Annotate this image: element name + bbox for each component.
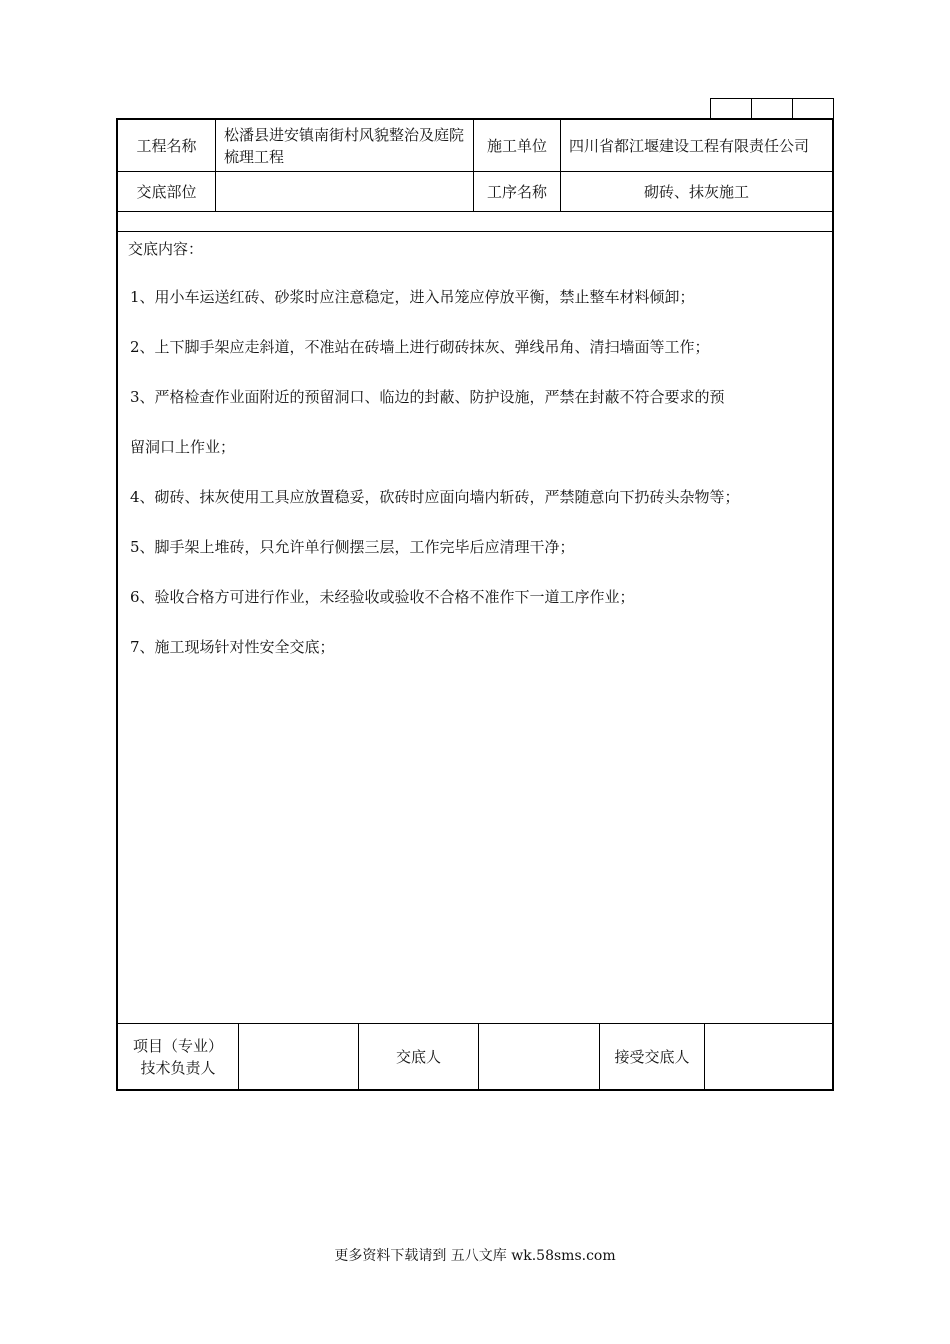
corner-box bbox=[711, 99, 751, 118]
content-item: 2、上下脚手架应走斜道，不准站在砖墙上进行砌砖抹灰、弹线吊角、清扫墙面等工作； bbox=[130, 338, 710, 356]
part-row bbox=[118, 172, 832, 212]
content-item: 1、用小车运送红砖、砂浆时应注意稳定，进入吊笼应停放平衡，禁止整车材料倾卸； bbox=[130, 288, 695, 306]
corner-box bbox=[751, 99, 792, 118]
corner-box bbox=[792, 99, 833, 118]
handover-form bbox=[116, 118, 834, 1091]
handover-part-label: 交底部位 bbox=[118, 172, 216, 211]
content-item: 4、砌砖、抹灰使用工具应放置稳妥，砍砖时应面向墙内斩砖，严禁随意向下扔砖头杂物等； bbox=[130, 488, 740, 506]
project-row bbox=[118, 120, 832, 172]
content-item: 留洞口上作业； bbox=[130, 438, 236, 456]
content-item: 5、脚手架上堆砖，只允许单行侧摆三层，工作完毕后应清理干净； bbox=[130, 538, 575, 556]
tech-lead-signature bbox=[239, 1024, 359, 1089]
handover-part-value bbox=[216, 172, 474, 211]
construction-unit-label: 施工单位 bbox=[474, 120, 561, 171]
content-label: 交底内容： bbox=[128, 240, 204, 258]
handover-person-label: 交底人 bbox=[359, 1024, 479, 1089]
tech-lead-label bbox=[118, 1024, 239, 1089]
project-name-value: 松潘县进安镇南街村风貌整治及庭院梳理工程 bbox=[216, 120, 474, 171]
signature-row bbox=[118, 1023, 832, 1089]
receiver-label: 接受交底人 bbox=[600, 1024, 705, 1089]
content-item: 3、严格检查作业面附近的预留洞口、临边的封蔽、防护设施，严禁在封蔽不符合要求的预 bbox=[130, 388, 725, 406]
content-item: 7、施工现场针对性安全交底； bbox=[130, 638, 335, 656]
content-item: 6、验收合格方可进行作业，未经验收或验收不合格不准作下一道工序作业； bbox=[130, 588, 635, 606]
spacer-row bbox=[118, 212, 832, 232]
content-list bbox=[130, 285, 820, 685]
construction-unit-value: 四川省都江堰建设工程有限责任公司 bbox=[569, 136, 810, 155]
process-name-value: 砌砖、抹灰施工 bbox=[643, 182, 749, 201]
receiver-signature bbox=[705, 1024, 832, 1089]
tech-lead-label-line2: 技术负责人 bbox=[140, 1058, 216, 1077]
tech-lead-label-line1: 项目（专业） bbox=[132, 1036, 223, 1055]
handover-person-signature bbox=[479, 1024, 600, 1089]
project-name-label: 工程名称 bbox=[118, 120, 216, 171]
page-footer-note: 更多资料下载请到 五八文库 wk.58sms.com bbox=[334, 1248, 616, 1264]
process-name-label: 工序名称 bbox=[474, 172, 561, 211]
corner-boxes bbox=[710, 98, 834, 118]
